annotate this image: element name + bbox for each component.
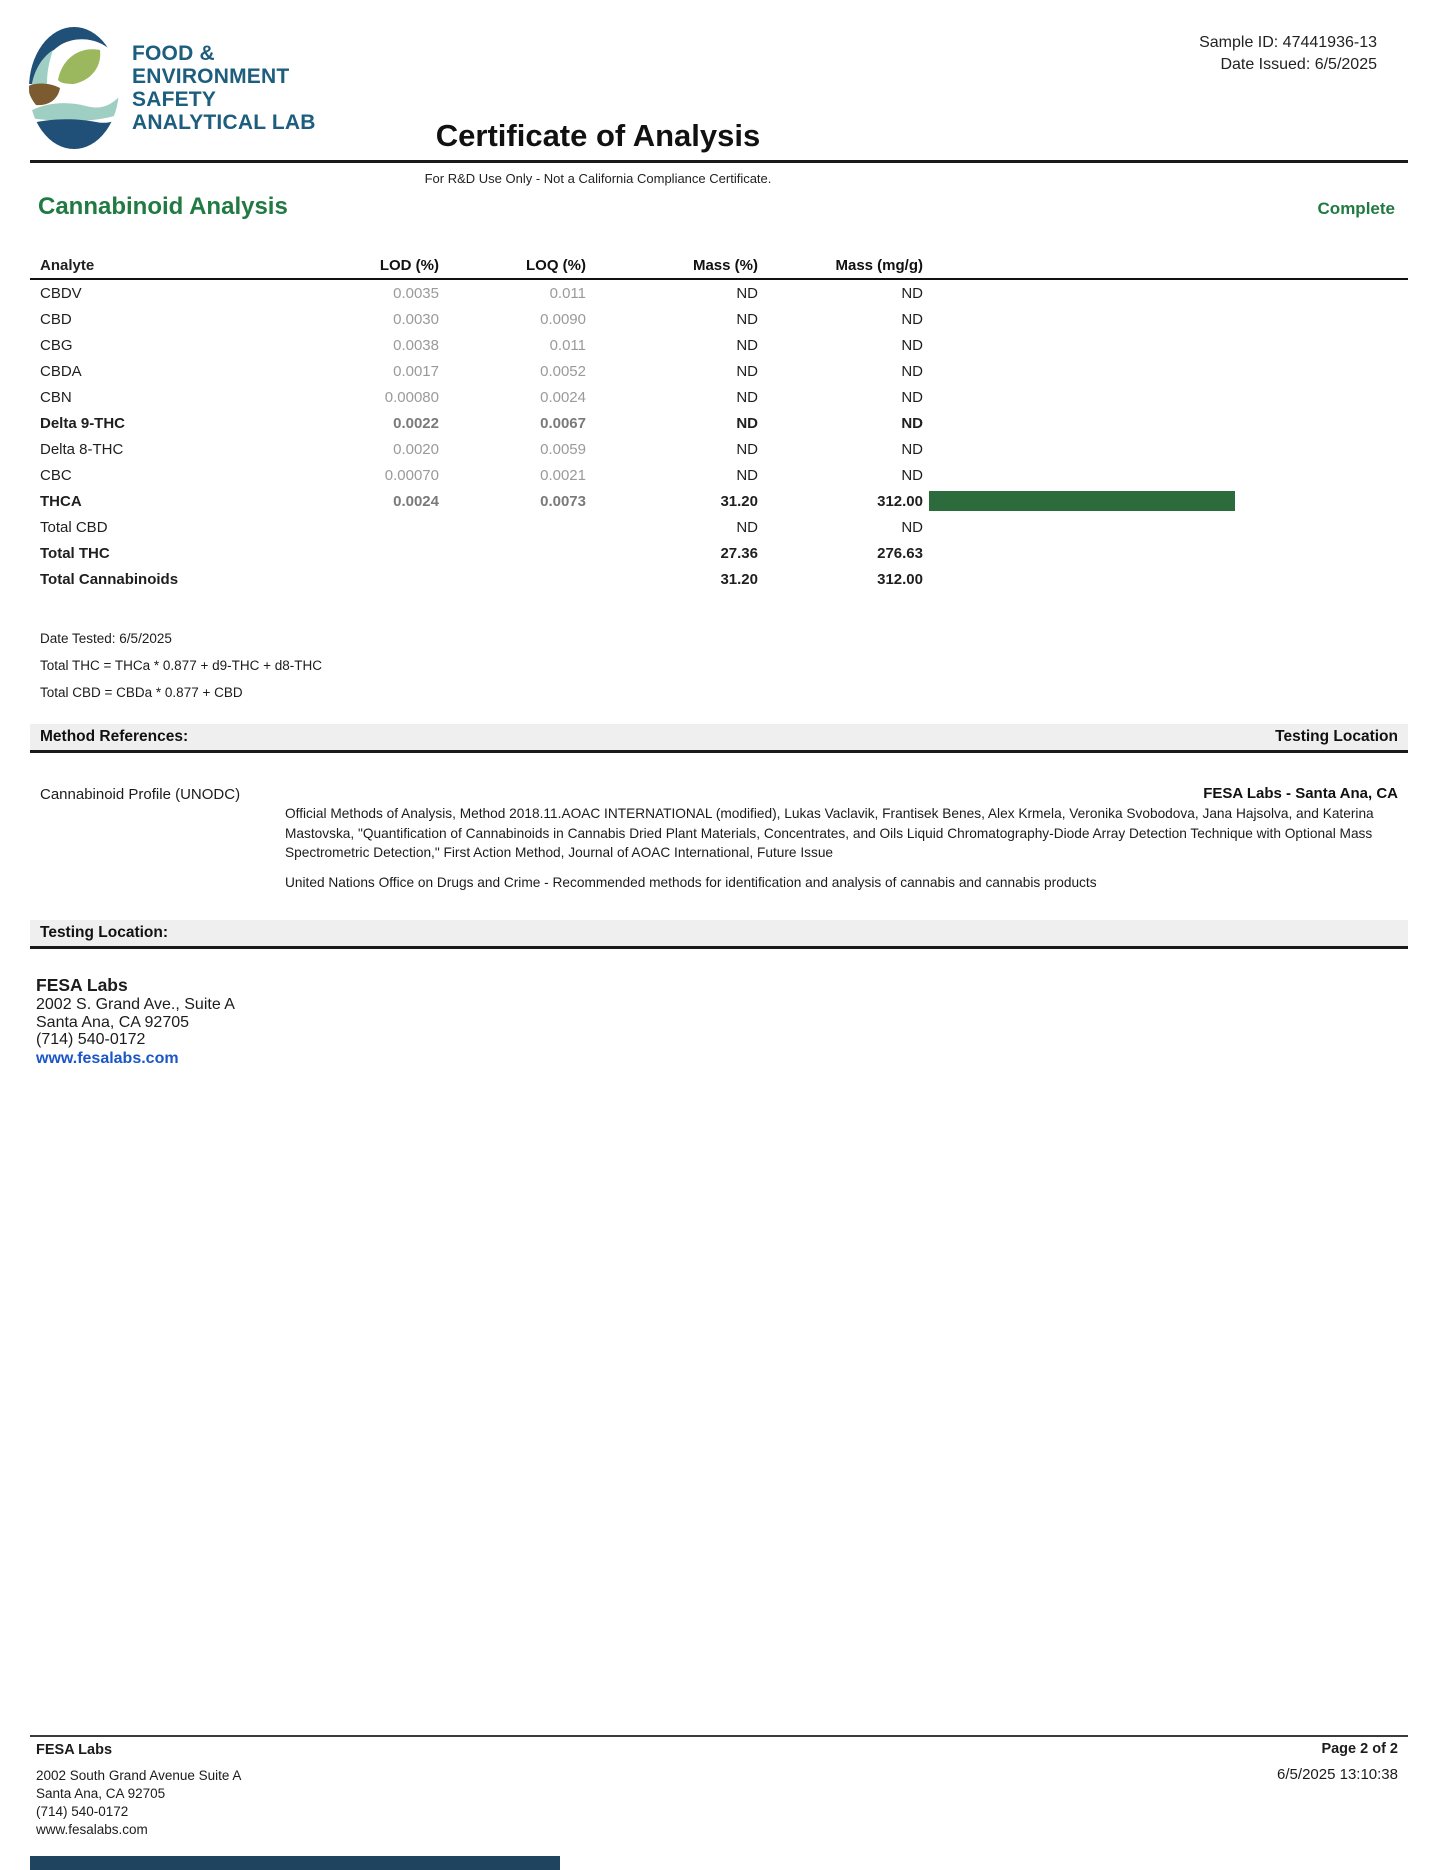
mass-mg-cell: ND	[901, 466, 923, 484]
mass-pct-cell: ND	[736, 284, 758, 302]
mass-pct-cell: ND	[736, 440, 758, 458]
table-body	[30, 280, 1408, 592]
sample-info	[1199, 32, 1377, 76]
testing-location-label: Testing Location:	[40, 924, 169, 941]
bar-cell	[923, 335, 1408, 355]
footer-divider	[30, 1735, 1408, 1737]
logo-line-2: ENVIRONMENT	[132, 65, 290, 88]
mass-mg-cell: 276.63	[877, 544, 923, 562]
page-number: Page 2 of 2	[1321, 1741, 1398, 1757]
mass-pct-cell: 31.20	[720, 492, 758, 510]
table-row	[30, 410, 1408, 436]
table-row	[30, 280, 1408, 306]
bar-cell	[923, 465, 1408, 485]
header-divider	[30, 160, 1408, 163]
mass-mg-cell: ND	[901, 388, 923, 406]
mass-pct-cell: ND	[736, 414, 758, 432]
mass-pct-cell: ND	[736, 466, 758, 484]
lod-cell: 0.0017	[393, 362, 439, 380]
table-row	[30, 384, 1408, 410]
mass-mg-cell: ND	[901, 310, 923, 328]
mass-pct-cell: ND	[736, 336, 758, 354]
table-row	[30, 566, 1408, 592]
analyte-cell: Total Cannabinoids	[40, 570, 179, 588]
header-mass-pct: Mass (%)	[692, 256, 758, 274]
thca-mass-bar	[929, 491, 1235, 511]
lab-name: FESA Labs	[36, 975, 128, 995]
analyte-cell: CBD	[40, 310, 72, 328]
table-row	[30, 358, 1408, 384]
lod-cell: 0.0030	[393, 310, 439, 328]
method-reference-2: United Nations Office on Drugs and Crime - Recommended methods for identification and analysis of cannabis and cannabis products	[285, 875, 1097, 890]
logo-line-1: FOOD &	[132, 42, 215, 65]
page-title: Certificate of Analysis	[435, 118, 761, 153]
testing-location-value: FESA Labs - Santa Ana, CA	[1203, 785, 1398, 802]
loq-cell: 0.0067	[540, 414, 586, 432]
analyte-cell: CBC	[40, 466, 72, 484]
date-issued: Date Issued: 6/5/2025	[1220, 56, 1377, 73]
table-row	[30, 514, 1408, 540]
testing-location-bar	[30, 920, 1408, 949]
mass-pct-cell: ND	[736, 388, 758, 406]
analyte-cell: Delta 8-THC	[40, 440, 124, 458]
mass-pct-cell: 27.36	[720, 544, 758, 562]
bar-cell	[923, 361, 1408, 381]
lod-cell: 0.0024	[393, 492, 439, 510]
total-thc-formula: Total THC = THCa * 0.877 + d9-THC + d8-THC	[40, 658, 322, 673]
mass-mg-cell: ND	[901, 336, 923, 354]
loq-cell: 0.0059	[540, 440, 586, 458]
loq-cell: 0.011	[549, 284, 586, 302]
table-header-row	[30, 252, 1408, 280]
bar-cell	[923, 387, 1408, 407]
total-cbd-formula: Total CBD = CBDa * 0.877 + CBD	[40, 685, 243, 700]
analysis-notes	[40, 625, 322, 706]
loq-cell: 0.0021	[540, 466, 586, 484]
table-row	[30, 462, 1408, 488]
mass-pct-cell: ND	[736, 310, 758, 328]
logo-line-4: ANALYTICAL LAB	[132, 111, 316, 134]
cannabinoid-table	[30, 252, 1408, 592]
method-references-bar	[30, 724, 1408, 753]
compliance-note: For R&D Use Only - Not a California Compliance Certificate.	[424, 171, 772, 186]
header-analyte: Analyte	[40, 256, 95, 274]
mass-pct-cell: ND	[736, 518, 758, 536]
lod-cell: 0.00080	[384, 388, 439, 406]
sample-id: Sample ID: 47441936-13	[1199, 34, 1377, 51]
footer-address-line-1: 2002 South Grand Avenue Suite A	[36, 1768, 242, 1783]
analyte-cell: Total CBD	[40, 518, 108, 536]
analyte-cell: CBDA	[40, 362, 82, 380]
header-loq: LOQ (%)	[526, 256, 586, 274]
footer-address-line-2: Santa Ana, CA 92705	[36, 1786, 166, 1801]
print-timestamp: 6/5/2025 13:10:38	[1277, 1766, 1398, 1783]
table-row	[30, 306, 1408, 332]
mass-pct-cell: ND	[736, 362, 758, 380]
lod-cell: 0.0020	[393, 440, 439, 458]
mass-mg-cell: ND	[901, 362, 923, 380]
mass-mg-cell: 312.00	[877, 570, 923, 588]
table-row	[30, 488, 1408, 514]
bar-cell	[923, 569, 1408, 589]
table-row	[30, 332, 1408, 358]
method-references-label: Method References:	[40, 728, 189, 745]
method-reference-1: Official Methods of Analysis, Method 2018.11.AOAC INTERNATIONAL (modified), Lukas Vaclavik, Frantisek Benes, Alex Krmela, Veronika Svobodova, Jana Hajsolva, and Katerina Mastovska, "Quantification of Cannabinoids in Cannabis Dried Plant Materials, Concentrates, and Oils Liquid Chromatography-Diode Array Detection Technique with Optional Mass Spectrometric Detection," First Action Method, Journal of AOAC International, Future Issue	[285, 806, 1374, 860]
footer-phone: (714) 540-0172	[36, 1804, 129, 1819]
bar-cell	[923, 309, 1408, 329]
lab-address-line-1: 2002 S. Grand Ave., Suite A	[36, 996, 235, 1013]
bar-cell	[923, 491, 1408, 511]
mass-mg-cell: ND	[901, 440, 923, 458]
loq-cell: 0.0024	[540, 388, 586, 406]
analyte-cell: CBG	[40, 336, 73, 354]
testing-location-address	[36, 974, 235, 1067]
date-tested: Date Tested: 6/5/2025	[40, 631, 172, 646]
bar-cell	[923, 283, 1408, 303]
mass-mg-cell: 312.00	[877, 492, 923, 510]
bar-cell	[923, 543, 1408, 563]
header-lod: LOD (%)	[379, 256, 439, 274]
lab-address-line-2: Santa Ana, CA 92705	[36, 1013, 190, 1031]
footer-website: www.fesalabs.com	[36, 1822, 148, 1837]
footer-address	[36, 1741, 241, 1839]
bar-cell	[923, 517, 1408, 537]
analyte-cell: Total THC	[40, 544, 110, 562]
lod-cell: 0.0035	[393, 284, 439, 302]
analyte-cell: CBN	[40, 388, 72, 406]
footer-meta	[1277, 1741, 1398, 1783]
cannabinoid-profile-label: Cannabinoid Profile (UNODC)	[40, 786, 241, 803]
table-row	[30, 436, 1408, 462]
testing-location-header: Testing Location	[1275, 728, 1398, 745]
loq-cell: 0.011	[549, 336, 586, 354]
footer-lab-name: FESA Labs	[36, 1742, 113, 1758]
logo-line-3: SAFETY	[132, 88, 217, 111]
lod-cell: 0.0038	[393, 336, 439, 354]
bottom-accent-bar	[30, 1856, 560, 1870]
bar-cell	[923, 413, 1408, 433]
section-title: Cannabinoid Analysis	[38, 193, 288, 220]
mass-pct-cell: 31.20	[720, 570, 758, 588]
mass-mg-cell: ND	[901, 518, 923, 536]
lab-phone: (714) 540-0172	[36, 1031, 146, 1048]
status-badge: Complete	[1317, 199, 1395, 218]
analyte-cell: Delta 9-THC	[40, 414, 126, 432]
header-mass-mg: Mass (mg/g)	[835, 256, 923, 274]
loq-cell: 0.0073	[540, 492, 586, 510]
loq-cell: 0.0090	[540, 310, 586, 328]
loq-cell: 0.0052	[540, 362, 586, 380]
analyte-cell: THCA	[40, 492, 82, 510]
table-row	[30, 540, 1408, 566]
lod-cell: 0.0022	[393, 414, 439, 432]
analyte-cell: CBDV	[40, 284, 82, 302]
lod-cell: 0.00070	[384, 466, 439, 484]
mass-mg-cell: ND	[901, 414, 923, 432]
lab-website-link[interactable]: www.fesalabs.com	[36, 1049, 179, 1067]
bar-cell	[923, 439, 1408, 459]
mass-mg-cell: ND	[901, 284, 923, 302]
